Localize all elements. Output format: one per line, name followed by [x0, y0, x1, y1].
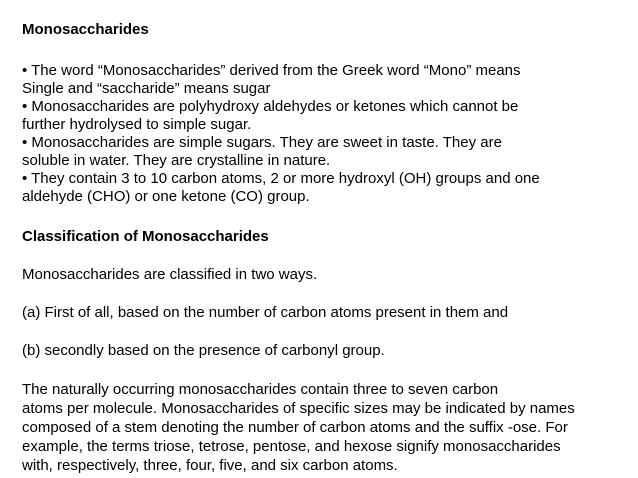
- bullet-3-line-1: • Monosaccharides are simple sugars. They are sweet in taste. They are: [22, 134, 502, 151]
- bullet-1-line-2: Single and “saccharide” means sugar: [22, 80, 271, 97]
- page-title: Monosaccharides: [22, 21, 149, 38]
- final-paragraph-line-5: with, respectively, three, four, five, and six carbon atoms.: [22, 457, 398, 474]
- classified-text: Monosaccharides are classified in two ways.: [22, 266, 318, 283]
- final-paragraph-line-4: example, the terms triose, tetrose, pentose, and hexose signify monosaccharides: [22, 438, 561, 455]
- bullet-4-line-1: • They contain 3 to 10 carbon atoms, 2 or more hydroxyl (OH) groups and one: [22, 170, 540, 187]
- final-paragraph-line-1: The naturally occurring monosaccharides contain three to seven carbon: [22, 381, 499, 398]
- bullet-2-line-1: • Monosaccharides are polyhydroxy aldehydes or ketones which cannot be: [22, 98, 519, 115]
- final-paragraph-line-2: atoms per molecule. Monosaccharides of specific sizes may be indicated by names: [22, 400, 575, 417]
- bullet-1-line-1: • The word “Monosaccharides” derived from the Greek word “Mono” means: [22, 62, 521, 79]
- bullet-3-line-2: soluble in water. They are crystalline in nature.: [22, 152, 331, 169]
- final-paragraph-line-3: composed of a stem denoting the number of carbon atoms and the suffix -ose. For: [22, 419, 568, 436]
- classification-heading: Classification of Monosaccharides: [22, 228, 269, 245]
- bullet-2-line-2: further hydrolysed to simple sugar.: [22, 116, 252, 133]
- final-paragraph: [22, 380, 575, 475]
- way-a-text: (a) First of all, based on the number of carbon atoms present in them and: [22, 304, 509, 321]
- bullet-4-line-2: aldehyde (CHO) or one ketone (CO) group.: [22, 188, 310, 205]
- way-b-text: (b) secondly based on the presence of carbonyl group.: [22, 342, 385, 359]
